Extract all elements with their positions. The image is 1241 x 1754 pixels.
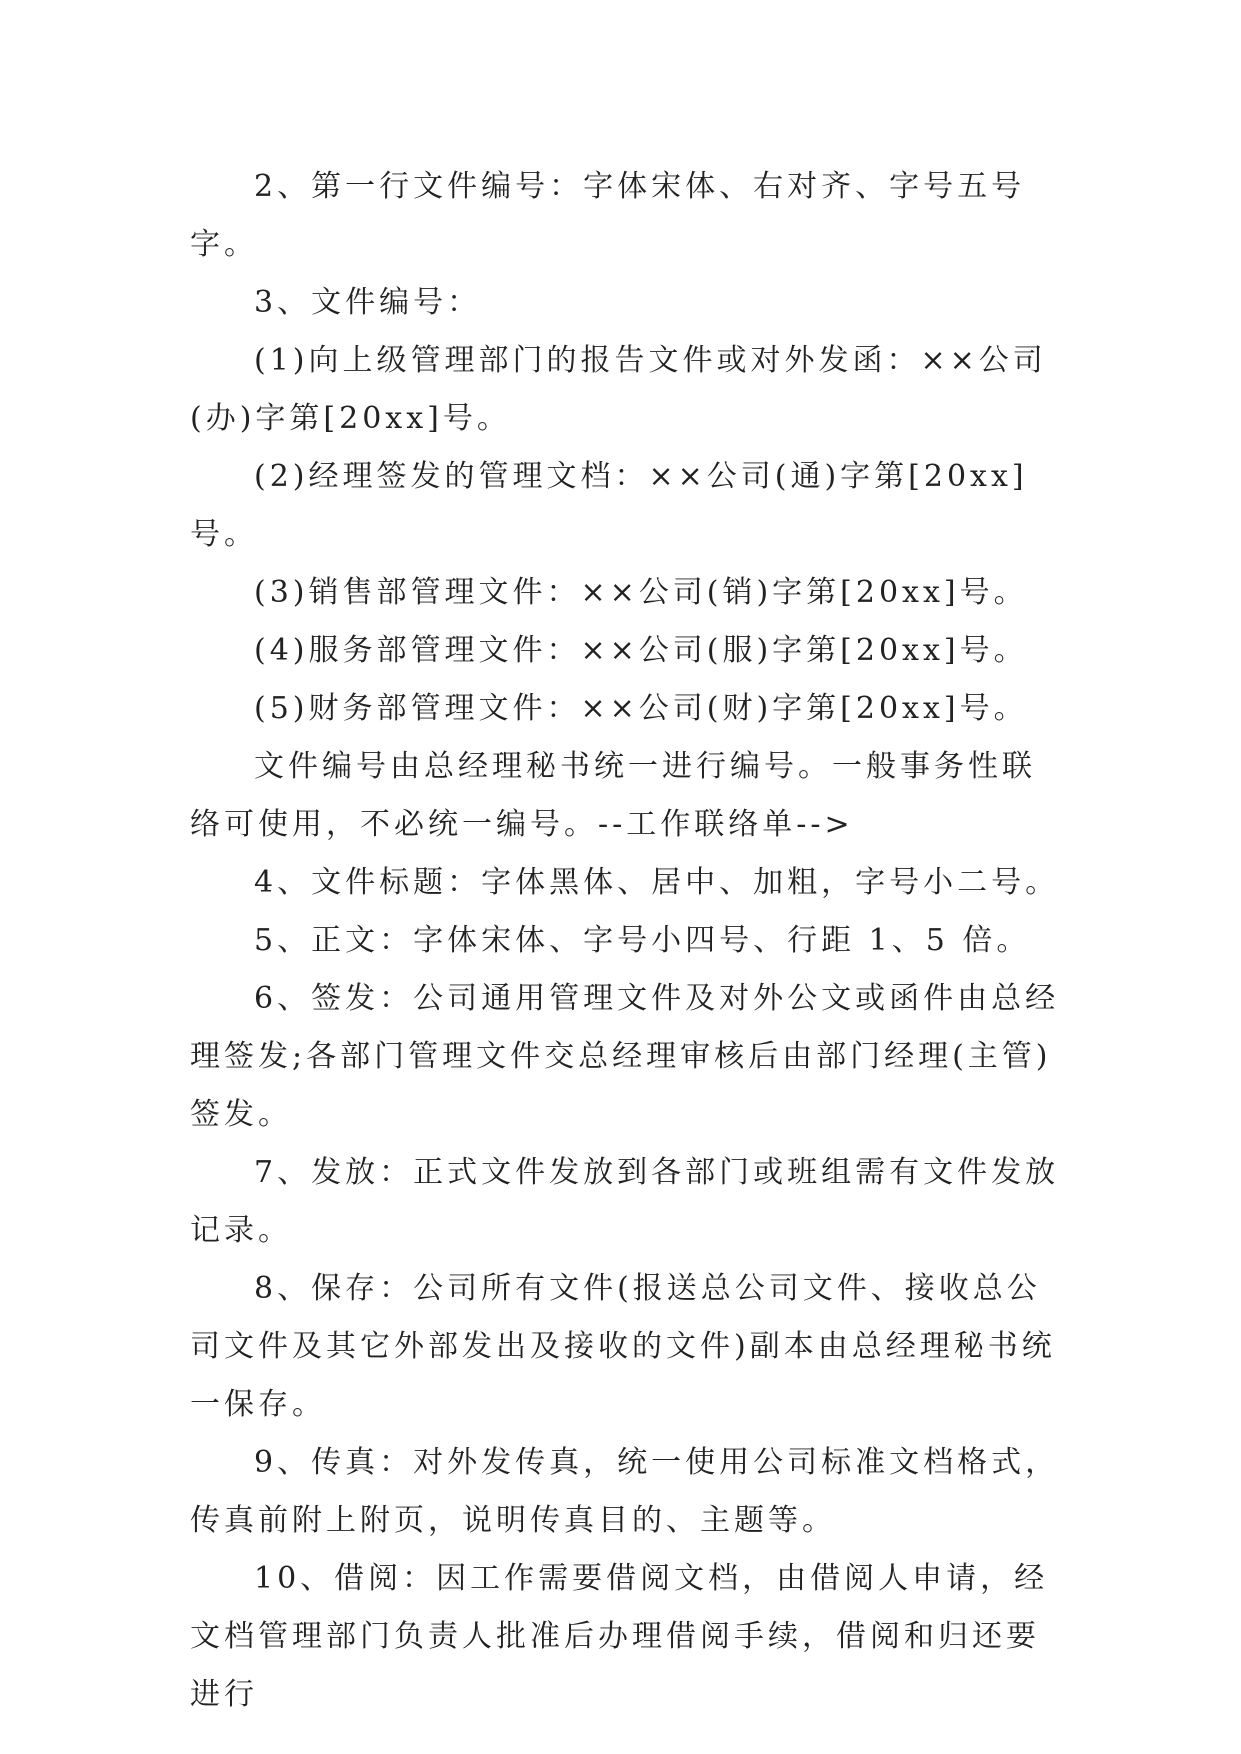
paragraph-subitem-3: (3)销售部管理文件：××公司(销)字第[20xx]号。 [254, 575, 1028, 610]
paragraph-item-2-doc-number-line: 2、第一行文件编号：字体宋体、右对齐、字号五号字。 [190, 169, 1026, 262]
paragraph-item-3-doc-number: 3、文件编号： [254, 285, 482, 320]
paragraph-item-5-body-text: 5、正文：字体宋体、字号小四号、行距 1、5 倍。 [254, 923, 1031, 958]
paragraph-item-10-borrowing: 10、借阅：因工作需要借阅文档，由借阅人申请，经文档管理部门负责人批准后办理借阅手续，借阅和归还要进行 [190, 1561, 1049, 1712]
paragraph-item-4-title: 4、文件标题：字体黑体、居中、加粗，字号小二号。 [254, 865, 1060, 900]
paragraph-subitem-1: (1)向上级管理部门的报告文件或对外发函：××公司(办)字第[20xx]号。 [190, 343, 1047, 436]
paragraph-subitem-5: (5)财务部管理文件：××公司(财)字第[20xx]号。 [254, 691, 1028, 726]
paragraph-subitem-2: (2)经理签发的管理文档：××公司(通)字第[20xx]号。 [190, 459, 1028, 552]
paragraph-item-9-fax: 9、传真：对外发传真，统一使用公司标准文档格式，传真前附上附页，说明传真目的、主题等。 [190, 1445, 1060, 1538]
paragraph-item-8-storage: 8、保存：公司所有文件(报送总公司文件、接收总公司文件及其它外部发出及接收的文件)副本由总经理秘书统一保存。 [190, 1271, 1056, 1422]
paragraph-item-7-distribution: 7、发放：正式文件发放到各部门或班组需有文件发放记录。 [190, 1155, 1060, 1248]
document-body [190, 158, 1060, 1724]
paragraph-numbering-note: 文件编号由总经理秘书统一进行编号。一般事务性联络可使用，不必统一编号。--工作联络单--> [190, 749, 1036, 842]
paragraph-subitem-4: (4)服务部管理文件：××公司(服)字第[20xx]号。 [254, 633, 1028, 668]
paragraph-item-6-signoff: 6、签发：公司通用管理文件及对外公文或函件由总经理签发;各部门管理文件交总经理审核后由部门经理(主管)签发。 [190, 981, 1060, 1132]
